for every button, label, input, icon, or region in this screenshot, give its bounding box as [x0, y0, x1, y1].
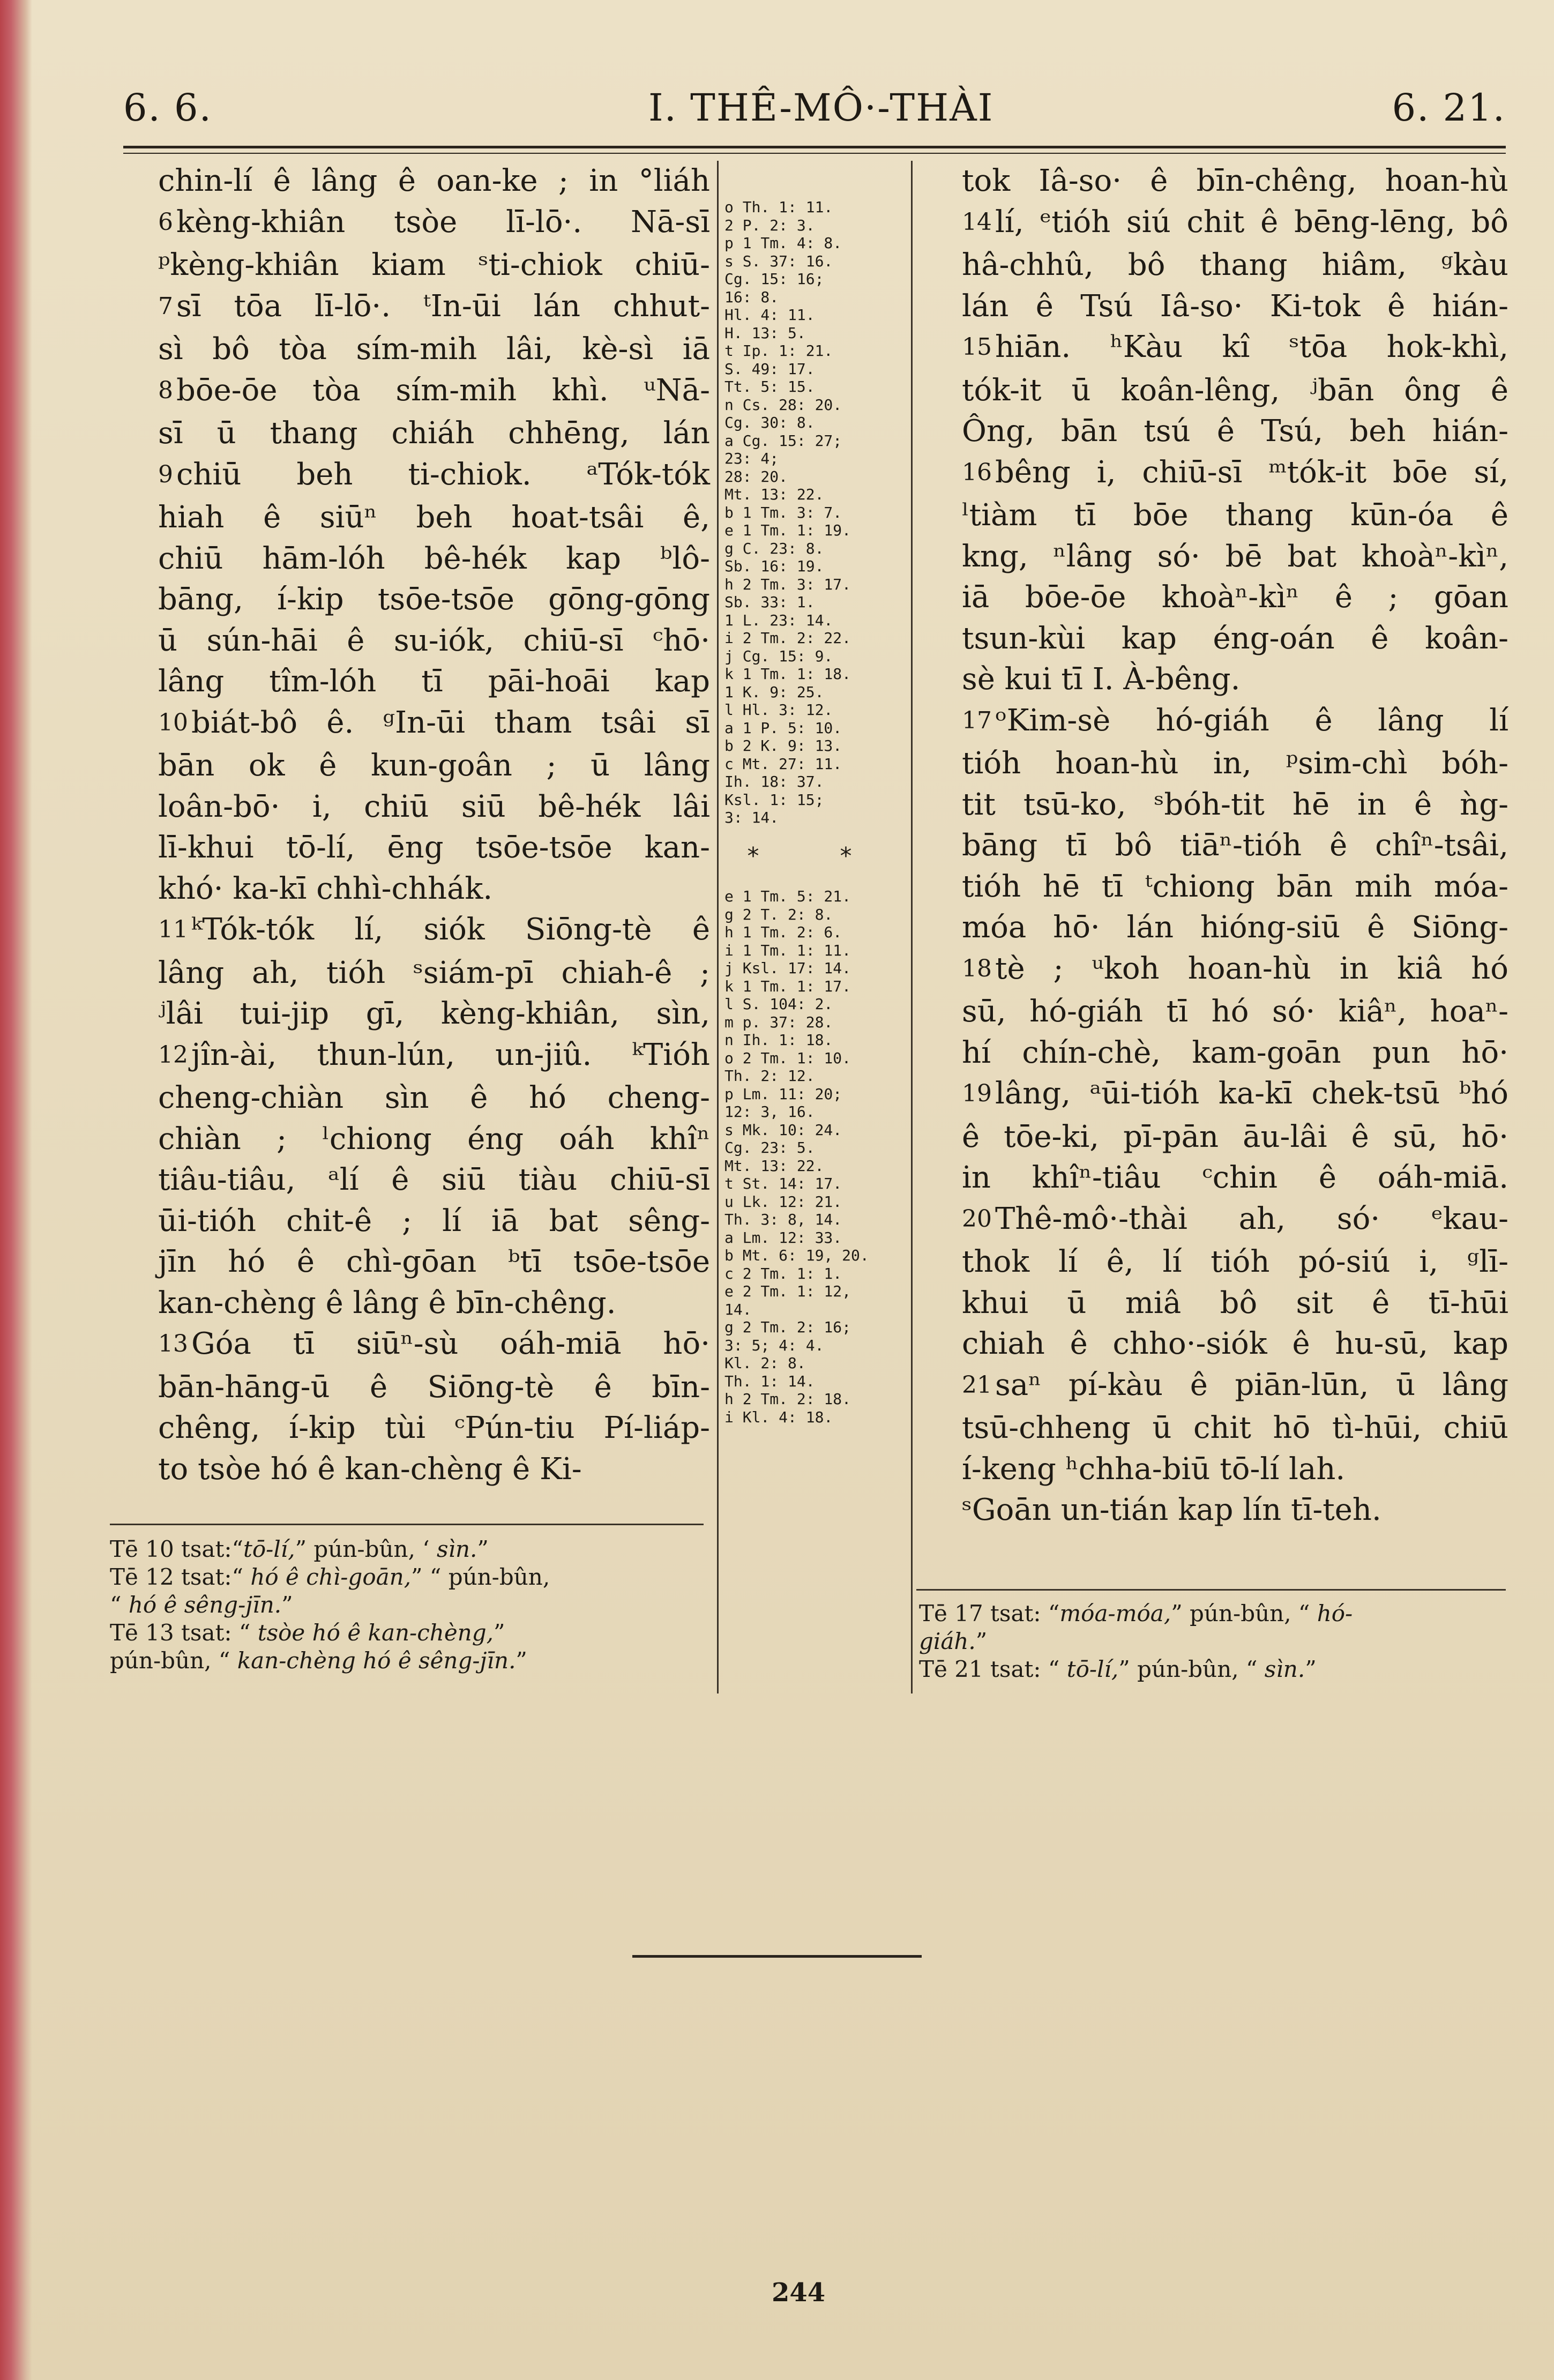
text-line: [962, 1073, 1508, 1117]
footnote-variant-alt: hó-: [1317, 1600, 1353, 1627]
footnote-line: [919, 1628, 1508, 1655]
footnote-variant: tō-lí,: [1066, 1656, 1119, 1682]
cross-reference: u Lk. 12: 21.: [724, 1192, 842, 1211]
text-line: [962, 577, 1508, 618]
text-line: [158, 745, 710, 787]
text-line: [158, 1242, 710, 1283]
footnote-quote: pún-bûn, “: [110, 1647, 237, 1674]
verse-text: ˢGoān un-tián kap lín tī-teh.: [962, 1493, 1381, 1527]
text-line: [962, 825, 1508, 867]
verse-text: Góa tī siūⁿ-sù oáh-miā hō·: [191, 1326, 710, 1361]
text-line: [962, 949, 1508, 992]
verse-text: bāng tī bô tiāⁿ-tióh ê chîⁿ-tsâi,: [962, 828, 1508, 863]
cross-reference: Hl. 4: 11.: [724, 306, 815, 324]
verse-text: bān-hāng-ū ê Siōng-tè ê bīn-: [158, 1369, 710, 1405]
verse-text: chiū hām-lóh bê-hék kap ᵇlô-: [158, 541, 710, 576]
verse-text: tok Iâ-so· ê bīn-chêng, hoan-hù: [962, 163, 1508, 198]
verse-text: tit tsū-ko, ˢbóh-tit hē in ê ǹg-: [962, 787, 1508, 822]
cross-reference: H. 13: 5.: [724, 324, 806, 342]
cross-reference: Cg. 15: 16;: [724, 270, 824, 288]
text-line: [962, 327, 1508, 370]
text-line: [158, 827, 710, 869]
cross-reference: Th. 2: 12.: [724, 1067, 815, 1085]
cross-reference: a Cg. 15: 27;: [724, 431, 842, 450]
text-line: [962, 495, 1508, 536]
cross-reference: i Kl. 4: 18.: [724, 1408, 833, 1426]
verse-text: iā bōe-ōe khoàⁿ-kìⁿ ê ; gōan: [962, 580, 1508, 615]
text-line: [158, 329, 710, 370]
verse-text: hiān. ʰKàu kî ˢtōa hok-khì,: [995, 330, 1508, 364]
text-line: [158, 661, 710, 703]
cross-reference: h 2 Tm. 2: 18.: [724, 1390, 851, 1408]
verse-text: hiah ê siūⁿ beh hoat-tsâi ê,: [158, 500, 710, 535]
cross-reference: i 1 Tm. 1: 11.: [724, 941, 851, 959]
cross-reference: Cg. 30: 8.: [724, 414, 815, 431]
footnotes-left: [110, 1535, 699, 1675]
verse-text: lī-khui tō-lí, ēng tsōe-tsōe kan-: [158, 830, 710, 865]
verse-text: in khîⁿ-tiâu ᶜchin ê oáh-miā.: [962, 1160, 1508, 1195]
verse-text: loân-bō· i, chiū siū bê-hék lâi: [158, 789, 710, 824]
text-line: [158, 1367, 710, 1408]
verse-number: 14: [962, 208, 992, 236]
footnote-variant: kan-chèng hó ê sêng-jīn.: [237, 1647, 516, 1674]
footnote-source: ”: [281, 1592, 293, 1618]
cross-reference: e 1 Tm. 1: 19.: [724, 521, 851, 539]
chapter-end-rule: [632, 1955, 922, 1958]
text-line: [962, 991, 1508, 1033]
text-line: [962, 1490, 1508, 1531]
verse-text: chin-lí ê lâng ê oan-ke ; in °liáh: [158, 163, 710, 198]
text-line: [158, 703, 710, 746]
text-line: [158, 286, 710, 330]
text-line: [962, 202, 1508, 245]
cross-reference: g 2 Tm. 2: 16;: [724, 1318, 851, 1336]
cross-reference: n Cs. 28: 20.: [724, 396, 842, 414]
verse-text: lâng tîm-lóh tī pāi-hoāi kap: [158, 664, 710, 699]
verse-text: lâng ah, tióh ˢsiám-pī chiah-ê ;: [158, 955, 710, 990]
footnote-rule-right: [916, 1589, 1506, 1591]
text-line: [158, 994, 710, 1035]
footnote-source: ”: [975, 1628, 988, 1654]
footnote-quote: “: [1041, 1600, 1060, 1627]
text-line: [962, 618, 1508, 660]
verse-text: tiâu-tiâu, ᵃlí ê siū tiàu chiū-sī: [158, 1162, 710, 1197]
cross-reference: Mt. 13: 22.: [724, 486, 824, 503]
verse-text: lán ê Tsú Iâ-so· Ki-tok ê hián-: [962, 288, 1508, 324]
footnote-quote: “: [231, 1564, 251, 1590]
text-line: [158, 161, 710, 202]
footnote-line: [110, 1535, 699, 1563]
verse-number: 15: [962, 333, 992, 361]
verse-text: lí, ᵉtióh siú chit ê bēng-lēng, bô: [995, 204, 1508, 240]
verse-text: ᵖkèng-khiân kiam ˢti-chiok chiū-: [158, 248, 710, 282]
cross-reference: a 1 P. 5: 10.: [724, 719, 842, 737]
text-line: [962, 867, 1508, 908]
footnote-close: ”: [1305, 1656, 1317, 1682]
footnote-source: ” pún-bûn, “: [1171, 1600, 1317, 1627]
text-line: [158, 413, 710, 454]
footnote-label: Tē 17 tsat:: [919, 1600, 1041, 1627]
cross-reference: t Ip. 1: 21.: [724, 342, 833, 360]
verse-text: sū, hó-giáh tī hó só· kiâⁿ, hoaⁿ-: [962, 994, 1508, 1029]
footnote-variant: hó ê sêng-jīn.: [128, 1592, 282, 1618]
text-line: [158, 787, 710, 828]
verse-text: tsū-chheng ū chit hō tì-hūi, chiū: [962, 1411, 1508, 1445]
footnote-rule-left: [110, 1524, 704, 1525]
text-line: [158, 579, 710, 621]
cross-reference: k 1 Tm. 1: 18.: [724, 665, 851, 683]
text-line: [158, 1160, 710, 1201]
cross-reference: Kl. 2: 8.: [724, 1354, 806, 1372]
verse-number: 10: [158, 708, 188, 736]
verse-text: ūi-tióh chit-ê ; lí iā bat sêng-: [158, 1203, 710, 1239]
text-line: [158, 621, 710, 662]
text-line: [962, 1283, 1508, 1324]
text-line: [962, 785, 1508, 826]
text-line: [962, 161, 1508, 202]
footnote-line: [919, 1600, 1508, 1628]
cross-reference: Th. 1: 14.: [724, 1372, 815, 1390]
text-line: [158, 1078, 710, 1119]
verse-text: saⁿ pí-kàu ê piān-lūn, ū lâng: [995, 1367, 1508, 1402]
footnote-line: [110, 1647, 699, 1675]
text-line: [962, 1449, 1508, 1490]
footnote-line: [919, 1655, 1508, 1683]
verse-number: 19: [962, 1080, 992, 1107]
column-divider-right: [911, 161, 913, 1693]
reference-separator: * *: [746, 842, 885, 870]
text-line: [158, 454, 710, 498]
cross-reference: b 1 Tm. 3: 7.: [724, 503, 842, 521]
cross-reference: Mt. 13: 22.: [724, 1157, 824, 1175]
cross-reference: 23: 4;: [724, 450, 779, 467]
cross-reference: g 2 T. 2: 8.: [724, 905, 833, 923]
text-line: [158, 909, 710, 953]
footnote-label: Tē 12 tsat:: [110, 1564, 232, 1590]
footnote-line: [110, 1563, 699, 1591]
verse-text: ʲlâi tui-jip gī, kèng-khiân, sìn,: [158, 996, 710, 1031]
verse-text: tióh hē tī ᵗchiong bān mih móa-: [962, 869, 1508, 904]
column-divider-left: [717, 161, 719, 1693]
cross-reference: Ksl. 1: 15;: [724, 790, 824, 809]
verse-number: 11: [158, 916, 188, 943]
footnote-variant: hó ê chì-goān,: [250, 1564, 412, 1590]
verse-text: Ông, bān tsú ê Tsú, beh hián-: [962, 414, 1508, 449]
verse-text: jîn-ài, thun-lún, un-jiû. ᵏTióh: [191, 1037, 710, 1072]
footnote-label: Tē 21 tsat:: [919, 1656, 1041, 1682]
cross-reference: g C. 23: 8.: [724, 539, 824, 557]
verse-text: kèng-khiân tsòe lī-lō·. Nā-sī: [176, 204, 710, 240]
footnote-source: ” pún-bûn, “: [1118, 1656, 1265, 1682]
verse-text: hí chín-chè, kam-goān pun hō·: [962, 1035, 1508, 1070]
text-line: [962, 1117, 1508, 1158]
cross-reference: Cg. 23: 5.: [724, 1139, 815, 1157]
cross-reference: c Mt. 27: 11.: [724, 755, 842, 773]
text-line: [962, 1242, 1508, 1283]
header-book-title: I. THÊ-MÔ·-THÀI: [648, 86, 994, 130]
verse-number: 8: [158, 376, 173, 404]
verse-text: tsun-kùi kap éng-oán ê koân-: [962, 621, 1508, 656]
text-line: [158, 953, 710, 994]
text-line: [962, 659, 1508, 700]
cross-reference: 16: 8.: [724, 288, 779, 306]
text-line: [962, 536, 1508, 578]
text-line: [962, 411, 1508, 452]
text-line: [158, 1283, 710, 1324]
cross-reference: e 2 Tm. 1: 12,: [724, 1282, 851, 1300]
footnote-quote: “: [231, 1620, 258, 1646]
verse-text: hâ-chhû, bô thang hiâm, ᵍkàu: [962, 248, 1508, 282]
footnote-quote: “: [1041, 1656, 1067, 1682]
cross-reference: l S. 104: 2.: [724, 995, 833, 1013]
verse-text: chiah ê chho·-siók ê hu-sū, kap: [962, 1326, 1508, 1361]
text-line: [158, 497, 710, 539]
cross-reference: h 1 Tm. 2: 6.: [724, 923, 842, 941]
text-line: [962, 245, 1508, 286]
footnote-source: ”: [515, 1647, 527, 1674]
verse-text: bōe-ōe tòa sím-mih khì. ᵘNā-: [176, 372, 710, 408]
text-line: [962, 1199, 1508, 1242]
text-line: [158, 1035, 710, 1078]
verse-text: ᵒKim-sè hó-giáh ê lâng lí: [995, 703, 1508, 738]
footnote-variant: tsòe hó ê kan-chèng,: [257, 1620, 494, 1646]
cross-reference: S. 49: 17.: [724, 360, 815, 378]
footnote-label: Tē 13 tsat:: [110, 1620, 232, 1646]
verse-number: 13: [158, 1330, 188, 1357]
cross-reference: p Lm. 11: 20;: [724, 1085, 842, 1103]
text-line: [158, 1201, 710, 1242]
verse-number: 18: [962, 954, 992, 982]
cross-reference: s S. 37: 16.: [724, 252, 833, 270]
right-text-column: [962, 161, 1508, 1531]
verse-text: tè ; ᵘkoh hoan-hù in kiâ hó: [995, 951, 1508, 986]
cross-reference: m p. 37: 28.: [724, 1013, 833, 1031]
footnote-variant: giáh.: [919, 1628, 976, 1654]
verse-text: bāng, í-kip tsōe-tsōe gōng-gōng: [158, 582, 710, 617]
verse-text: bān ok ê kun-goân ; ū lâng: [158, 748, 710, 783]
text-line: [962, 1033, 1508, 1074]
footnote-source: ” “ pún-bûn,: [411, 1564, 550, 1590]
cross-reference: 3: 14.: [724, 809, 779, 826]
text-line: [962, 1408, 1508, 1449]
text-line: [158, 1119, 710, 1160]
verse-number: 20: [962, 1205, 992, 1233]
cross-reference: k 1 Tm. 1: 17.: [724, 977, 851, 995]
left-text-column: [158, 161, 710, 1490]
verse-text: sī ū thang chiáh chhēng, lán: [158, 416, 710, 451]
verse-text: ê tōe-ki, pī-pān āu-lâi ê sū, hō·: [962, 1119, 1508, 1154]
cross-reference: o Th. 1: 11.: [724, 198, 833, 216]
cross-reference: 1 L. 23: 14.: [724, 611, 833, 629]
text-line: [962, 1324, 1508, 1365]
verse-text: Thê-mô·-thài ah, só· ᵉkau-: [995, 1201, 1508, 1236]
cross-reference: o 2 Tm. 1: 10.: [724, 1049, 851, 1067]
verse-number: 9: [158, 460, 173, 488]
cross-reference: h 2 Tm. 3: 17.: [724, 575, 851, 593]
verse-text: móa hō· lán hióng-siū ê Siōng-: [962, 910, 1508, 945]
cross-reference: a Lm. 12: 33.: [724, 1228, 842, 1247]
verse-text: í-keng ʰchha-biū tō-lí lah.: [962, 1451, 1346, 1487]
text-line: [158, 202, 710, 245]
verse-text: khui ū miâ bô sit ê tī-hūi: [962, 1285, 1508, 1320]
text-line: [962, 1365, 1508, 1408]
footnote-source: ”: [493, 1620, 505, 1646]
cross-reference: l Hl. 3: 12.: [724, 701, 833, 719]
text-line: [962, 1158, 1508, 1199]
verse-text: cheng-chiàn sìn ê hó cheng-: [158, 1080, 710, 1115]
verse-text: to tsòe hó ê kan-chèng ê Ki-: [158, 1451, 582, 1487]
verse-text: ᵏTók-tók lí, siók Siōng-tè ê: [191, 912, 710, 947]
footnote-line: [110, 1591, 699, 1619]
cross-reference: Sb. 16: 19.: [724, 557, 824, 575]
cross-reference: Th. 3: 8, 14.: [724, 1211, 842, 1228]
verse-text: ū sún-hāi ê su-iók, chiū-sī ᶜhō·: [158, 623, 710, 658]
footnote-variant-alt: sìn.: [436, 1536, 477, 1562]
footnote-quote: “: [110, 1592, 129, 1618]
verse-text: sī tōa lī-lō·. ᵗIn-ūi lán chhut-: [176, 288, 710, 324]
cross-reference: e 1 Tm. 5: 21.: [724, 887, 851, 905]
cross-reference: i 2 Tm. 2: 22.: [724, 629, 851, 647]
verse-text: tióh hoan-hù in, ᵖsim-chì bóh-: [962, 746, 1508, 781]
text-line: [158, 370, 710, 414]
page-spine-edge: [0, 0, 32, 2380]
verse-text: chêng, í-kip tùi ᶜPún-tiu Pí-liáp-: [158, 1411, 710, 1445]
verse-text: jīn hó ê chì-gōan ᵇtī tsōe-tsōe: [158, 1244, 710, 1279]
verse-text: kan-chèng ê lâng ê bīn-chêng.: [158, 1285, 616, 1320]
cross-reference: n Ih. 1: 18.: [724, 1031, 833, 1049]
cross-reference: p 1 Tm. 4: 8.: [724, 234, 842, 252]
text-line: [962, 700, 1508, 744]
verse-number: 7: [158, 292, 173, 320]
page-number: 244: [772, 2278, 826, 2308]
text-line: [962, 452, 1508, 496]
cross-reference: j Cg. 15: 9.: [724, 647, 833, 665]
text-line: [962, 370, 1508, 412]
verse-text: lâng, ᵃūi-tióh ka-kī chek-tsū ᵇhó: [995, 1076, 1508, 1111]
cross-reference: 3: 5; 4: 4.: [724, 1336, 824, 1354]
text-line: [962, 743, 1508, 785]
footnote-close: ”: [477, 1536, 489, 1562]
cross-reference: 1 K. 9: 25.: [724, 683, 824, 701]
text-line: [158, 1449, 710, 1490]
verse-text: ˡtiàm tī bōe thang kūn-óa ê: [962, 498, 1508, 533]
cross-reference: Sb. 33: 1.: [724, 593, 815, 611]
footnotes-right: [919, 1600, 1508, 1683]
verse-text: bêng i, chiū-sī ᵐtók-it bōe sí,: [995, 454, 1508, 490]
cross-reference: Ih. 18: 37.: [724, 773, 824, 790]
text-line: [158, 869, 710, 910]
footnote-variant: móa-móa,: [1059, 1600, 1171, 1627]
cross-reference: 14.: [724, 1300, 752, 1318]
text-line: [962, 907, 1508, 949]
cross-reference: 28: 20.: [724, 467, 788, 486]
cross-reference: t St. 14: 17.: [724, 1175, 842, 1192]
footnote-quote: “: [231, 1536, 243, 1562]
cross-reference: 2 P. 2: 3.: [724, 216, 815, 234]
header-rule-thick: [123, 146, 1506, 148]
verse-text: biát-bô ê. ᵍIn-ūi tham tsâi sī: [191, 705, 710, 740]
verse-number: 21: [962, 1371, 992, 1399]
footnote-label: Tē 10 tsat:: [110, 1536, 232, 1562]
header-rule-thin: [123, 153, 1506, 154]
cross-reference: c 2 Tm. 1: 1.: [724, 1264, 842, 1282]
verse-text: chiū beh ti-chiok. ᵃTók-tók: [176, 457, 710, 492]
cross-reference-column: [724, 198, 907, 1426]
cross-reference: s Mk. 10: 24.: [724, 1121, 842, 1139]
footnote-source: ” pún-bûn, ‘: [295, 1536, 437, 1562]
text-line: [158, 539, 710, 580]
footnote-variant-alt: sìn.: [1264, 1656, 1305, 1682]
cross-reference: Tt. 5: 15.: [724, 378, 815, 396]
verse-number: 6: [158, 208, 173, 236]
verse-text: khó· ka-kī chhì-chhák.: [158, 871, 493, 906]
verse-text: thok lí ê, lí tióh pó-siú i, ᵍlī-: [962, 1244, 1508, 1279]
cross-reference: 12: 3, 16.: [724, 1103, 815, 1121]
cross-reference: b Mt. 6: 19, 20.: [724, 1247, 869, 1264]
footnote-variant: tō-lí,: [243, 1536, 295, 1562]
verse-number: 12: [158, 1041, 188, 1069]
text-line: [962, 286, 1508, 327]
verse-text: kng, ⁿlâng só· bē bat khoàⁿ-kìⁿ,: [962, 539, 1508, 574]
header-right-reference: 6. 21.: [1392, 86, 1506, 130]
verse-text: tók-it ū koân-lêng, ʲbān ông ê: [962, 372, 1508, 408]
verse-text: chiàn ; ˡchiong éng oáh khîⁿ: [158, 1121, 710, 1157]
header-left-reference: 6. 6.: [123, 86, 212, 130]
footnote-line: [110, 1619, 699, 1647]
verse-number: 16: [962, 458, 992, 486]
text-line: [158, 1324, 710, 1367]
cross-reference: b 2 K. 9: 13.: [724, 737, 842, 755]
verse-text: sì bô tòa sím-mih lâi, kè-sì iā: [158, 332, 710, 367]
text-line: [158, 245, 710, 286]
cross-reference: j Ksl. 17: 14.: [724, 959, 851, 977]
verse-text: sè kui tī I. À-bêng.: [962, 662, 1241, 697]
text-line: [158, 1408, 710, 1449]
verse-number: 17: [962, 706, 992, 734]
